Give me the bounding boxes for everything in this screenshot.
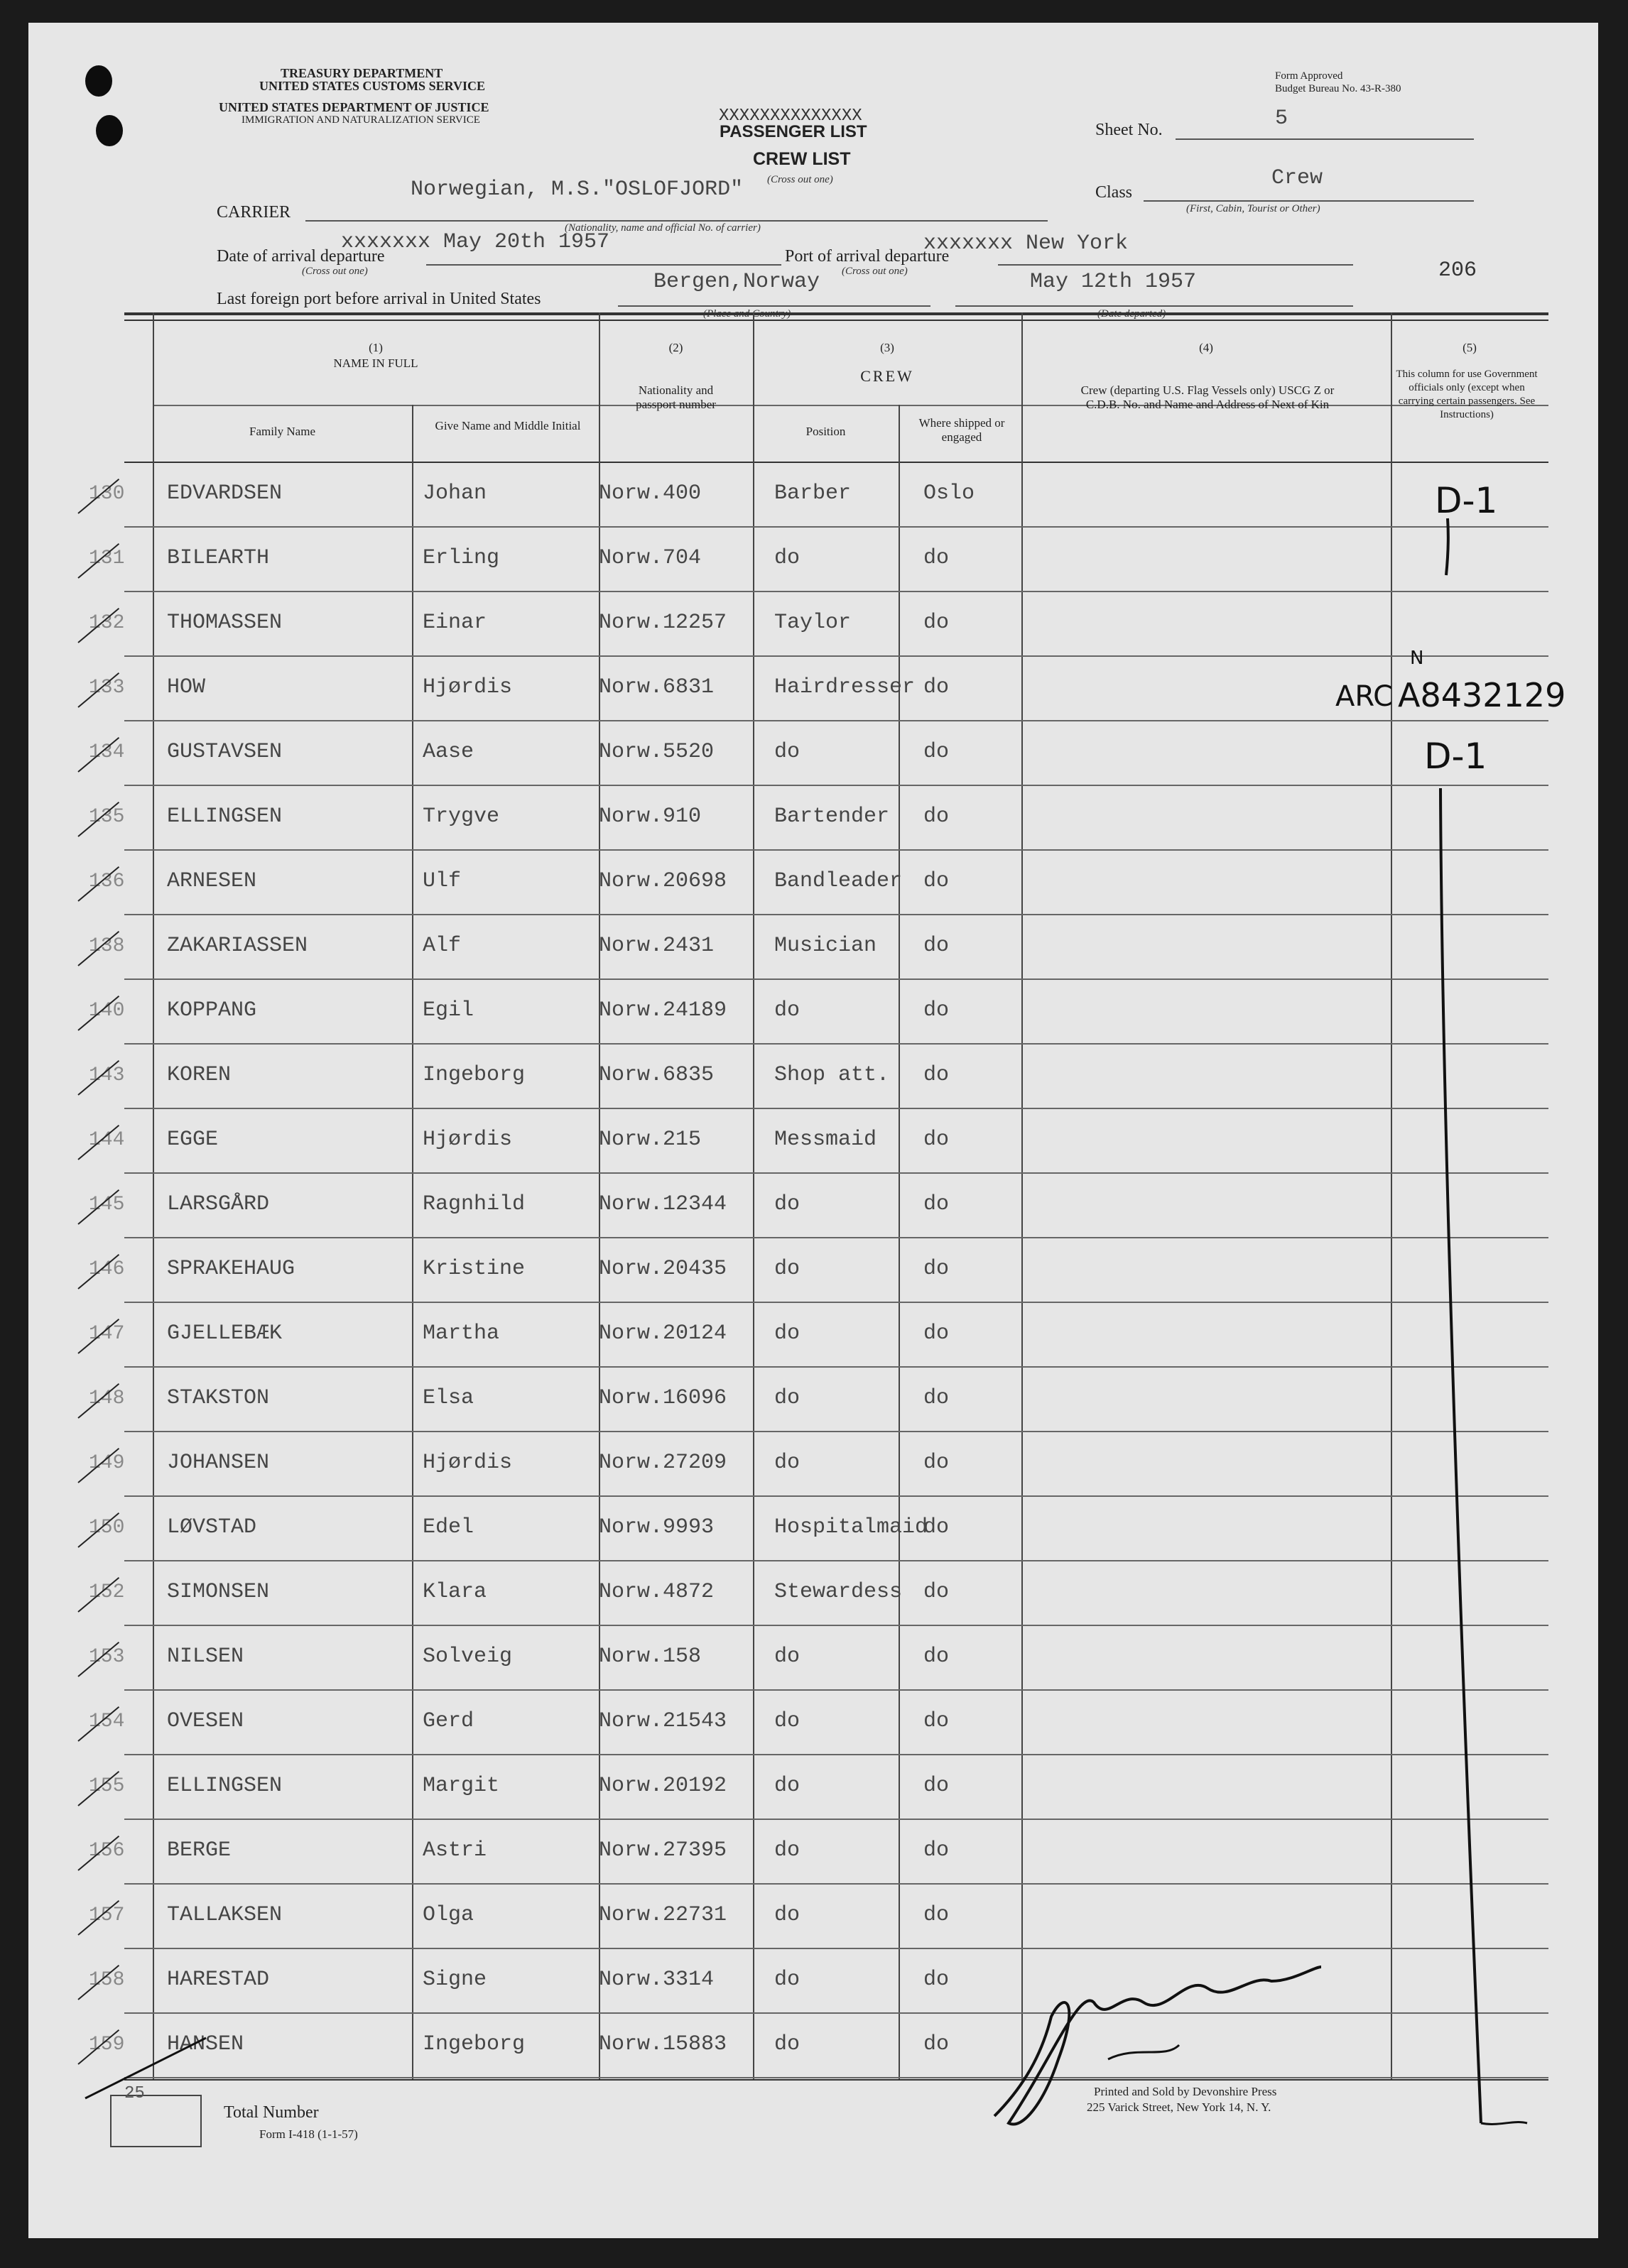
row-given-name: Klara (423, 1580, 487, 1604)
row-position: do (774, 1645, 801, 1669)
row-given-name: Ragnhild (423, 1192, 526, 1216)
row-line-number: 158 (89, 1969, 125, 1991)
row-shipped: do (923, 1257, 950, 1281)
row-family-name: ELLINGSEN (167, 1774, 283, 1798)
title-passenger-list: PASSENGER LIST (720, 122, 867, 141)
row-line-number: 133 (89, 677, 125, 699)
row-family-name: GJELLEBÆK (167, 1321, 283, 1346)
col5-number: (5) (1463, 341, 1477, 354)
row-position: do (774, 1192, 801, 1216)
row-family-name: HARESTAD (167, 1968, 270, 1992)
row-line-number: 147 (89, 1323, 125, 1345)
row-shipped: do (923, 1321, 950, 1346)
row-shipped: do (923, 1386, 950, 1410)
carrier-value: Norwegian, M.S."OSLOFJORD" (411, 178, 744, 202)
departed-value: May 12th 1957 (1030, 270, 1197, 294)
row-family-name: SPRAKEHAUG (167, 1257, 295, 1281)
row-given-name: Ingeborg (423, 2032, 526, 2056)
agency-justice: UNITED STATES DEPARTMENT OF JUSTICE (219, 100, 489, 114)
row-position: do (774, 1968, 801, 1992)
row-passport: Norw.3314 (599, 1968, 715, 1992)
row-shipped: do (923, 934, 950, 958)
col1-title: NAME IN FULL (333, 356, 418, 370)
row-line-number: 135 (89, 806, 125, 828)
agency-treasury: TREASURY DEPARTMENT (281, 66, 443, 80)
row-passport: Norw.704 (599, 546, 702, 570)
row-shipped: do (923, 869, 950, 893)
row-shipped: do (923, 740, 950, 764)
row-shipped: do (923, 1192, 950, 1216)
row-shipped: Oslo (923, 481, 975, 506)
foreign-port-label: Last foreign port before arrival in United States (217, 290, 541, 308)
row-given-name: Kristine (423, 1257, 526, 1281)
row-position: do (774, 1321, 801, 1346)
row-position: do (774, 1709, 801, 1733)
class-label: Class (1095, 183, 1133, 202)
col-family-name: Family Name (249, 425, 315, 438)
row-position: Hairdresser (774, 675, 916, 699)
row-line-number: 156 (89, 1840, 125, 1862)
row-shipped: do (923, 805, 950, 829)
class-note: (First, Cabin, Tourist or Other) (1186, 203, 1320, 214)
row-line-number: 157 (89, 1904, 125, 1926)
row-passport: Norw.6835 (599, 1063, 715, 1087)
row-given-name: Edel (423, 1515, 474, 1539)
row-passport: Norw.215 (599, 1128, 702, 1152)
row-family-name: KOREN (167, 1063, 232, 1087)
row-shipped: do (923, 1063, 950, 1087)
sheet-label: Sheet No. (1095, 121, 1163, 139)
budget-bureau: Budget Bureau No. 43-R-380 (1275, 83, 1401, 94)
row-passport: Norw.21543 (599, 1709, 727, 1733)
row-given-name: Erling (423, 546, 500, 570)
date-cross-note: (Cross out one) (302, 266, 368, 277)
row-family-name: LØVSTAD (167, 1515, 257, 1539)
port-label: Port of arrival departure (785, 247, 950, 266)
row-shipped: do (923, 1645, 950, 1669)
row-passport: Norw.12344 (599, 1192, 727, 1216)
row-passport: Norw.15883 (599, 2032, 727, 2056)
row-passport: Norw.27395 (599, 1838, 727, 1863)
agency-ins: IMMIGRATION AND NATURALIZATION SERVICE (242, 114, 480, 126)
col3-number: (3) (880, 341, 894, 354)
row-given-name: Elsa (423, 1386, 474, 1410)
row-position: Shop att. (774, 1063, 890, 1087)
row-given-name: Signe (423, 1968, 487, 1992)
carrier-label: CARRIER (217, 203, 291, 222)
row-family-name: BERGE (167, 1838, 232, 1863)
row-given-name: Hjørdis (423, 1128, 513, 1152)
row-shipped: do (923, 1128, 950, 1152)
row-shipped: do (923, 1968, 950, 1992)
row-passport: Norw.9993 (599, 1515, 715, 1539)
row-family-name: SIMONSEN (167, 1580, 270, 1604)
row-family-name: BILEARTH (167, 546, 270, 570)
row-shipped: do (923, 2032, 950, 2056)
row-shipped: do (923, 1709, 950, 1733)
crossed-out-title: XXXXXXXXXXXXXX (719, 107, 862, 126)
form-approved: Form Approved (1275, 70, 1343, 82)
row-family-name: GUSTAVSEN (167, 740, 283, 764)
row-line-number: 155 (89, 1775, 125, 1797)
row-shipped: do (923, 611, 950, 635)
row-given-name: Solveig (423, 1645, 513, 1669)
row-line-number: 159 (89, 2034, 125, 2056)
col-position: Position (805, 425, 846, 438)
class-value: Crew (1271, 166, 1323, 190)
row-given-name: Trygve (423, 805, 500, 829)
col1-number: (1) (369, 341, 383, 354)
date-label: Date of arrival departure (217, 247, 385, 266)
row-position: Barber (774, 481, 852, 506)
stamp-number: 206 (1438, 258, 1477, 283)
row-family-name: OVESEN (167, 1709, 244, 1733)
row-line-number: 138 (89, 935, 125, 957)
row-shipped: do (923, 1774, 950, 1798)
port-cross-note: (Cross out one) (842, 266, 908, 277)
annotation-d1-top: D-1 (1435, 480, 1498, 521)
row-passport: Norw.12257 (599, 611, 727, 635)
row-shipped: do (923, 675, 950, 699)
row-given-name: Ulf (423, 869, 462, 893)
cross-out-note: (Cross out one) (767, 174, 833, 185)
printer-line-2: 225 Varick Street, New York 14, N. Y. (1087, 2100, 1271, 2114)
printer-line-1: Printed and Sold by Devonshire Press (1094, 2085, 1277, 2098)
form-number: Form I-418 (1-1-57) (259, 2127, 358, 2141)
row-given-name: Olga (423, 1903, 474, 1927)
annotation-arc-number: A8432129 (1398, 676, 1566, 714)
row-passport: Norw.910 (599, 805, 702, 829)
row-given-name: Hjørdis (423, 1451, 513, 1475)
col-given-name: Give Name and Middle Initial (435, 419, 581, 432)
row-given-name: Martha (423, 1321, 500, 1346)
row-line-number: 143 (89, 1064, 125, 1086)
row-family-name: LARSGÅRD (167, 1192, 270, 1216)
foreign-port-note: (Place and Country) (703, 308, 791, 320)
row-given-name: Gerd (423, 1709, 474, 1733)
row-passport: Norw.22731 (599, 1903, 727, 1927)
annotation-arc-prefix: ARC (1335, 680, 1394, 713)
port-value: xxxxxxx New York (923, 231, 1129, 256)
row-position: do (774, 2032, 801, 2056)
annotation-arc-mark: N (1410, 648, 1424, 669)
row-family-name: TALLAKSEN (167, 1903, 283, 1927)
row-line-number: 146 (89, 1258, 125, 1280)
row-passport: Norw.20192 (599, 1774, 727, 1798)
row-position: do (774, 1451, 801, 1475)
row-position: Stewardess (774, 1580, 903, 1604)
row-position: do (774, 1386, 801, 1410)
row-passport: Norw.20435 (599, 1257, 727, 1281)
total-count: 25 (124, 2084, 145, 2103)
row-given-name: Astri (423, 1838, 487, 1863)
row-position: do (774, 546, 801, 570)
row-position: do (774, 1838, 801, 1863)
sheet-number: 5 (1275, 107, 1288, 131)
row-shipped: do (923, 1515, 950, 1539)
row-given-name: Aase (423, 740, 474, 764)
row-passport: Norw.2431 (599, 934, 715, 958)
annotation-d1-second: D-1 (1424, 736, 1487, 777)
row-shipped: do (923, 1580, 950, 1604)
row-line-number: 136 (89, 871, 125, 893)
row-position: do (774, 998, 801, 1023)
col5-title: This column for use Government officials only (except when carrying certain passengers. See Instructions) (1396, 369, 1538, 420)
row-family-name: EDVARDSEN (167, 481, 283, 506)
row-family-name: ELLINGSEN (167, 805, 283, 829)
carrier-note: (Nationality, name and official No. of carrier) (565, 222, 761, 234)
row-position: Bandleader (774, 869, 903, 893)
row-passport: Norw.400 (599, 481, 702, 506)
row-shipped: do (923, 1838, 950, 1863)
row-family-name: ARNESEN (167, 869, 257, 893)
row-family-name: HANSEN (167, 2032, 244, 2056)
row-line-number: 134 (89, 741, 125, 763)
row-line-number: 140 (89, 1000, 125, 1022)
col4-title: Crew (departing U.S. Flag Vessels only) USCG Z or C.D.B. No. and Name and Address of Next of Kin (1080, 383, 1335, 411)
total-label: Total Number (224, 2103, 319, 2122)
row-position: Taylor (774, 611, 852, 635)
row-family-name: NILSEN (167, 1645, 244, 1669)
row-passport: Norw.6831 (599, 675, 715, 699)
row-family-name: EGGE (167, 1128, 219, 1152)
date-value: xxxxxxx May 20th 1957 (341, 230, 610, 254)
foreign-port-value: Bergen,Norway (653, 270, 820, 294)
row-family-name: ZAKARIASSEN (167, 934, 308, 958)
row-passport: Norw.27209 (599, 1451, 727, 1475)
row-family-name: STAKSTON (167, 1386, 270, 1410)
row-passport: Norw.4872 (599, 1580, 715, 1604)
row-passport: Norw.20124 (599, 1321, 727, 1346)
row-line-number: 149 (89, 1452, 125, 1474)
row-position: Messmaid (774, 1128, 877, 1152)
row-line-number: 150 (89, 1517, 125, 1539)
row-position: Musician (774, 934, 877, 958)
title-crew-list: CREW LIST (753, 149, 851, 169)
row-given-name: Margit (423, 1774, 500, 1798)
row-family-name: HOW (167, 675, 206, 699)
row-family-name: KOPPANG (167, 998, 257, 1023)
row-line-number: 148 (89, 1387, 125, 1410)
row-position: do (774, 1903, 801, 1927)
col4-number: (4) (1199, 341, 1213, 354)
row-shipped: do (923, 998, 950, 1023)
agency-customs: UNITED STATES CUSTOMS SERVICE (259, 79, 485, 93)
row-given-name: Alf (423, 934, 462, 958)
row-given-name: Johan (423, 481, 487, 506)
departed-note: (Date departed) (1097, 308, 1166, 320)
row-family-name: THOMASSEN (167, 611, 283, 635)
row-line-number: 144 (89, 1129, 125, 1151)
col3-title: CREW (860, 367, 914, 385)
row-given-name: Egil (423, 998, 474, 1023)
row-line-number: 154 (89, 1711, 125, 1733)
row-passport: Norw.16096 (599, 1386, 727, 1410)
col2-number: (2) (668, 341, 683, 354)
col-shipped: Where shipped or engaged (918, 416, 1005, 444)
row-line-number: 145 (89, 1194, 125, 1216)
row-position: Bartender (774, 805, 890, 829)
row-passport: Norw.158 (599, 1645, 702, 1669)
row-shipped: do (923, 1903, 950, 1927)
row-passport: Norw.20698 (599, 869, 727, 893)
row-passport: Norw.5520 (599, 740, 715, 764)
row-line-number: 131 (89, 547, 125, 569)
row-line-number: 132 (89, 612, 125, 634)
row-given-name: Hjørdis (423, 675, 513, 699)
row-passport: Norw.24189 (599, 998, 727, 1023)
row-position: Hospitalmaid (774, 1515, 928, 1539)
row-position: do (774, 740, 801, 764)
row-given-name: Ingeborg (423, 1063, 526, 1087)
row-given-name: Einar (423, 611, 487, 635)
row-shipped: do (923, 546, 950, 570)
row-line-number: 153 (89, 1646, 125, 1668)
row-line-number: 130 (89, 483, 125, 505)
row-position: do (774, 1774, 801, 1798)
col2-title: Nationality and passport number (636, 383, 716, 411)
row-shipped: do (923, 1451, 950, 1475)
row-line-number: 152 (89, 1581, 125, 1603)
row-family-name: JOHANSEN (167, 1451, 270, 1475)
row-position: do (774, 1257, 801, 1281)
